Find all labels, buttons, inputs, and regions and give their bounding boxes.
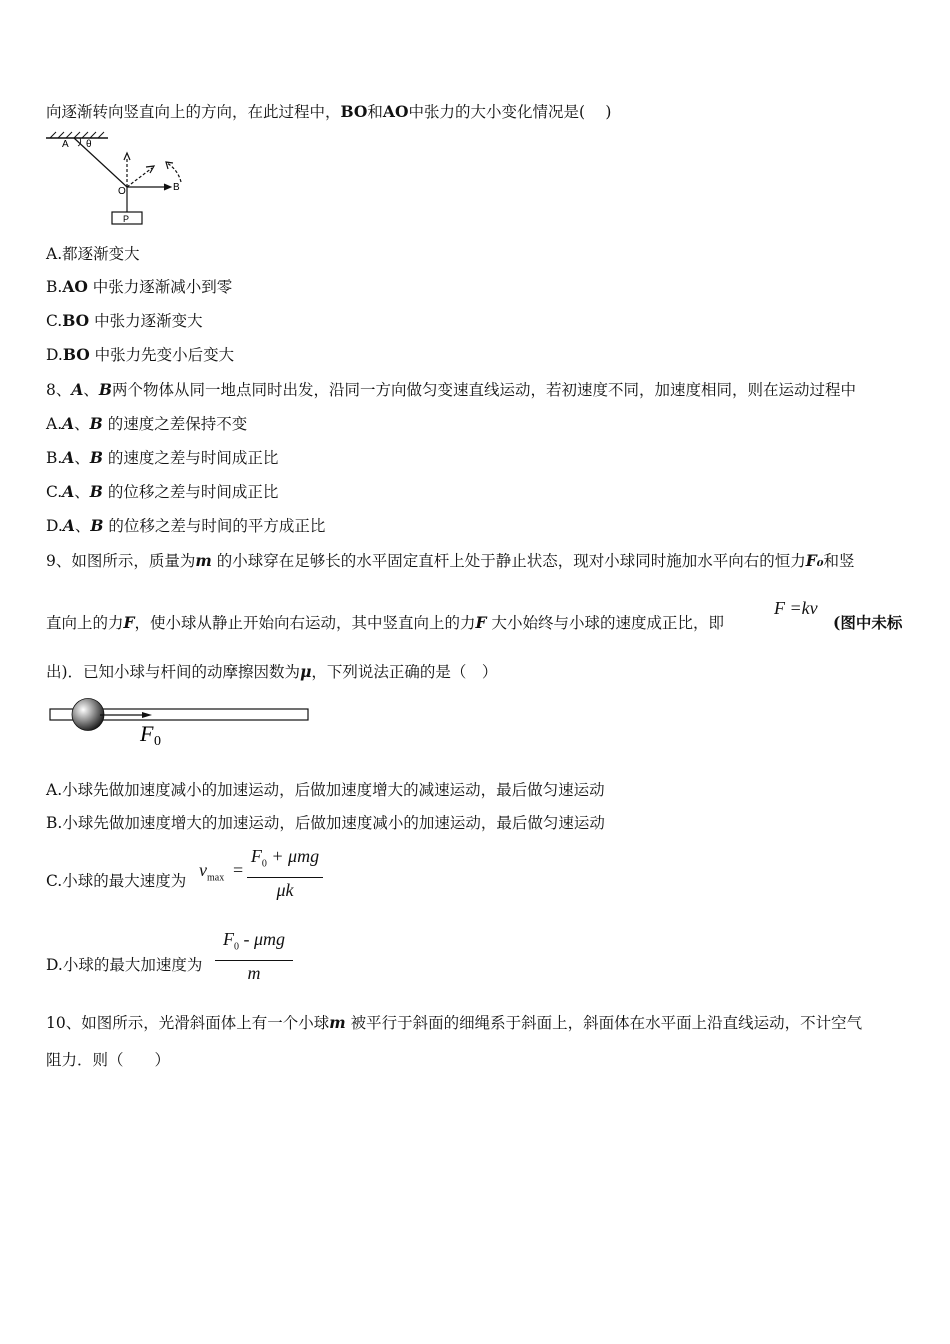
q7-label-a: A: [62, 139, 69, 150]
option-text: 都逐渐变大: [62, 245, 140, 263]
option-label: B.: [46, 449, 63, 467]
q7-label-p: P: [123, 214, 130, 224]
q9-option-b: [46, 813, 605, 833]
q7-text-and: 和: [367, 103, 383, 121]
option-label: A.: [46, 781, 63, 799]
q8-stem: [46, 380, 856, 400]
formula-sub-max: max: [207, 872, 225, 884]
stem-text: ，使小球从静止开始向右运动，其中竖直向上的力: [134, 614, 476, 632]
formula-v: v: [199, 860, 207, 880]
var-b: B: [98, 380, 113, 399]
var-a: A: [62, 482, 75, 501]
q7-option-c: [46, 311, 203, 331]
q7-stem-line: [46, 102, 611, 122]
q7-label-b: B: [173, 182, 180, 193]
stem-text: 大小始终与小球的速度成正比，即: [491, 614, 725, 632]
q10-stem-line1: [46, 1013, 862, 1033]
stem-text: 被平行于斜面的细绳系于斜面上，斜面体在水平面上沿直线运动，不计空气: [350, 1014, 863, 1032]
option-text: 小球先做加速度增大的加速运动，后做加速度减小的加速运动，最后做匀速运动: [62, 814, 605, 832]
question-number: 8、: [46, 381, 72, 399]
stem-text: 两个物体从同一地点同时出发，沿同一方向做匀变速直线运动，若初速度不同，加速度相同，则在运动过程中: [112, 381, 857, 399]
question-number: 9、: [46, 552, 72, 570]
q7-text-end: 中张力的大小变化情况是( ): [408, 103, 612, 121]
q9-d-denominator: m: [247, 962, 261, 983]
sep: 、: [74, 415, 90, 433]
var-b: B: [90, 516, 104, 535]
option-label: D.: [46, 956, 63, 974]
q10-stem-line2: 阻力．则（ ）: [46, 1051, 171, 1069]
var-a: A: [62, 448, 75, 467]
option-label: C.: [46, 483, 63, 501]
q7-option-a: [46, 244, 140, 264]
q9-option-c: [46, 871, 186, 891]
option-label: A.: [46, 415, 63, 433]
q7-figure: [44, 130, 194, 230]
q9-stem-line2-end: (图中未标: [833, 613, 903, 632]
var-f0: F₀: [805, 551, 824, 570]
q9-stem-line3: [46, 662, 497, 682]
option-text: 的位移之差与时间成正比: [107, 483, 279, 501]
option-text: 小球的最大加速度为: [62, 956, 203, 974]
option-text: 小球先做加速度减小的加速运动，后做加速度增大的减速运动，最后做匀速运动: [62, 781, 605, 799]
sep: 、: [74, 517, 91, 535]
var-b: B: [89, 414, 103, 433]
stem-text: 如图所示，质量为: [71, 552, 196, 570]
q9-formula-fkv: F =kv: [774, 598, 818, 618]
option-text: 中张力先变小后变大: [94, 346, 235, 364]
q9-c-lhs: [199, 860, 224, 884]
var-mu: μ: [300, 662, 312, 681]
formula-f: F: [250, 846, 262, 866]
var-m: m: [195, 551, 212, 570]
var-f: F: [123, 613, 135, 632]
q7-ao: AO: [382, 102, 409, 121]
var-a: A: [71, 380, 84, 399]
formula-num-rest: + μmg: [266, 846, 320, 866]
q7-text: 向逐渐转向竖直向上的方向，在此过程中，: [46, 103, 341, 121]
q9-d-numerator: [215, 928, 293, 959]
q9-figure-label-sub: 0: [154, 734, 161, 749]
q8-option-d: [46, 516, 325, 536]
stem-text: 和竖: [823, 552, 855, 570]
option-label: C.: [46, 312, 63, 330]
formula-num-rest: - μmg: [238, 929, 286, 949]
var-b: B: [89, 448, 103, 467]
sep: 、: [74, 483, 90, 501]
option-text: 的速度之差保持不变: [107, 415, 248, 433]
option-bold: BO: [62, 311, 90, 330]
q9-option-a: [46, 780, 605, 800]
option-text: 小球的最大速度为: [62, 872, 187, 890]
option-text: 的速度之差与时间成正比: [107, 449, 279, 467]
q9-c-numerator: [247, 845, 323, 876]
q9-c-eq: =: [233, 860, 244, 880]
formula-f: F: [222, 929, 234, 949]
stem-text: 如图所示，光滑斜面体上有一个小球: [81, 1014, 330, 1032]
q7-option-b: [46, 277, 232, 297]
option-text: 中张力逐渐减小到零: [92, 278, 233, 296]
option-label: B.: [46, 278, 63, 296]
option-label: C.: [46, 872, 63, 890]
sep: 、: [74, 449, 90, 467]
stem-text: ，下列说法正确的是（ ）: [311, 663, 498, 681]
q8-option-a: [46, 414, 247, 434]
stem-text: 直向上的力: [46, 614, 124, 632]
q9-d-fraction: [215, 928, 293, 984]
option-bold: AO: [62, 277, 88, 296]
q9-figure: [48, 697, 318, 749]
sep: 、: [83, 381, 99, 399]
q7-label-o: O: [118, 186, 126, 197]
stem-text: 出)．已知小球与杆间的动摩擦因数为: [46, 663, 301, 681]
formula-sub-0: 0: [261, 858, 267, 870]
q9-option-d: [46, 955, 202, 975]
q9-c-fraction: [247, 845, 323, 901]
var-a: A: [62, 516, 75, 535]
q9-stem-line2: [46, 613, 724, 633]
q9-c-denominator: μk: [276, 879, 294, 900]
option-label: D.: [46, 346, 63, 364]
formula-sub-0: 0: [233, 941, 239, 953]
q9-stem-line1: [46, 551, 855, 571]
var-f: F: [475, 613, 487, 632]
q8-option-b: [46, 448, 278, 468]
option-label: D.: [46, 517, 63, 535]
option-label: A.: [46, 245, 63, 263]
question-number: 10、: [46, 1014, 82, 1032]
stem-text: 的小球穿在足够长的水平固定直杆上处于静止状态，现对小球同时施加水平向右的恒力: [216, 552, 806, 570]
option-bold: BO: [62, 345, 90, 364]
option-text: 中张力逐渐变大: [94, 312, 203, 330]
var-b: B: [89, 482, 103, 501]
q8-option-c: [46, 482, 278, 502]
option-label: B.: [46, 814, 63, 832]
q7-bo: BO: [340, 102, 368, 121]
q7-option-d: [46, 345, 234, 365]
q7-label-theta: θ: [86, 139, 92, 150]
q9-c-fraction-bar: [247, 877, 323, 878]
option-text: 的位移之差与时间的平方成正比: [108, 517, 326, 535]
q9-figure-label-f: F: [140, 721, 154, 746]
var-a: A: [62, 414, 75, 433]
var-m: m: [329, 1013, 346, 1032]
q9-d-fraction-bar: [215, 960, 293, 961]
